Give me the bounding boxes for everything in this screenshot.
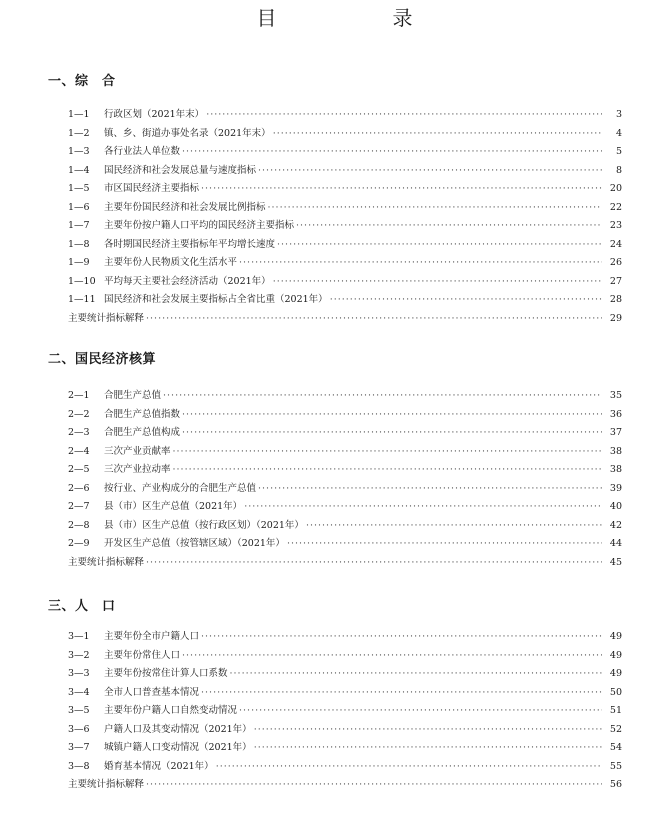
toc-entry[interactable]	[68, 463, 622, 477]
entry-number: 2—5	[68, 464, 90, 475]
dot-leader	[173, 445, 602, 459]
entry-number: 1—6	[68, 201, 90, 213]
dot-leader	[146, 778, 602, 792]
dot-leader	[268, 201, 602, 215]
entry-title: 三次产业拉动率	[104, 464, 171, 475]
dot-leader	[273, 127, 602, 141]
entry-number: 2—1	[68, 390, 90, 401]
entry-number: 3—3	[68, 668, 90, 679]
entry-title: 主要年份人民物质文化生活水平	[104, 257, 238, 268]
entry-number: 1—3	[68, 146, 90, 157]
entry-page-number: 55	[609, 760, 622, 772]
toc-entry[interactable]	[68, 275, 622, 289]
toc-entry[interactable]	[68, 127, 622, 141]
entry-number: 2—9	[68, 538, 90, 549]
entry-page-number: 38	[609, 464, 622, 475]
entry-title: 主要年份户籍人口自然变动情况	[104, 705, 238, 716]
dot-leader	[146, 312, 602, 326]
toc-entry[interactable]	[68, 293, 622, 307]
entry-number: 2—7	[68, 501, 90, 512]
entry-number: 1—2	[68, 127, 90, 139]
entry-page-number: 22	[609, 201, 622, 213]
dot-leader	[254, 741, 602, 755]
entry-title: 户籍人口及其变动情况（2021年）	[104, 723, 252, 735]
entry-number: 3—7	[68, 742, 90, 753]
entry-title: 各行业法人单位数	[104, 146, 181, 157]
dot-leader	[182, 649, 602, 663]
entry-page-number: 56	[609, 779, 622, 790]
toc-entry[interactable]	[68, 667, 622, 681]
toc-entry[interactable]	[68, 256, 622, 270]
entry-page-number: 28	[609, 294, 622, 305]
dot-leader	[163, 389, 602, 403]
entry-number: 3—2	[68, 649, 90, 661]
entry-page-number: 20	[609, 183, 622, 194]
entry-page-number: 3	[615, 109, 622, 120]
dot-leader	[254, 723, 602, 737]
entry-page-number: 29	[609, 312, 622, 324]
entry-title: 主要统计指标解释	[68, 779, 145, 790]
entry-number: 3—6	[68, 723, 90, 735]
entry-title: 县（市）区生产总值（按行政区划）（2021年）	[104, 519, 304, 531]
toc-entry[interactable]	[68, 482, 622, 496]
toc-entry[interactable]	[68, 219, 622, 233]
dot-leader	[258, 482, 602, 496]
entry-page-number: 26	[609, 257, 622, 268]
toc-entry[interactable]	[68, 723, 622, 737]
toc-entry[interactable]	[68, 182, 622, 196]
entry-title: 镇、乡、街道办事处名录（2021年末）	[104, 127, 271, 139]
toc-entry[interactable]	[68, 649, 622, 663]
dot-leader	[258, 164, 602, 178]
toc-entry[interactable]	[68, 201, 622, 215]
entry-page-number: 39	[609, 482, 622, 494]
dot-leader	[330, 293, 602, 307]
entry-title: 合肥生产总值	[104, 390, 162, 401]
dot-leader	[173, 463, 602, 477]
entry-title: 按行业、产业构成分的合肥生产总值	[104, 482, 257, 494]
dot-leader	[273, 275, 602, 289]
entry-page-number: 51	[609, 705, 622, 716]
entry-title: 县（市）区生产总值（2021年）	[104, 501, 243, 512]
entry-number: 1—10	[68, 275, 96, 287]
dot-leader	[146, 556, 602, 570]
entry-page-number: 35	[609, 390, 622, 401]
entry-title: 各时期国民经济主要指标年平均增长速度	[104, 238, 276, 250]
entry-title: 主要统计指标解释	[68, 556, 145, 568]
toc-entry[interactable]	[68, 238, 622, 252]
entry-number: 1—4	[68, 164, 90, 176]
entry-title: 婚育基本情况（2021年）	[104, 760, 214, 772]
entry-title: 合肥生产总值指数	[104, 408, 181, 420]
entry-page-number: 49	[609, 649, 622, 661]
entry-page-number: 8	[615, 164, 622, 176]
dot-leader	[244, 500, 602, 514]
dot-leader	[206, 108, 602, 122]
entry-number: 3—8	[68, 760, 90, 772]
toc-entry[interactable]	[68, 760, 622, 774]
entry-number: 3—1	[68, 631, 90, 642]
toc-entry[interactable]	[68, 145, 622, 159]
toc-entry[interactable]	[68, 741, 622, 755]
dot-leader	[201, 630, 602, 644]
entry-page-number: 37	[609, 427, 622, 438]
entry-number: 1—11	[68, 294, 96, 305]
dot-leader	[277, 238, 602, 252]
entry-page-number: 44	[609, 538, 622, 549]
dot-leader	[182, 426, 602, 440]
dot-leader	[239, 256, 602, 270]
entry-page-number: 54	[609, 742, 622, 753]
entry-page-number: 36	[609, 408, 622, 420]
entry-page-number: 5	[615, 146, 622, 157]
toc-entry[interactable]	[68, 556, 622, 570]
section-heading: 一、综 合	[48, 74, 116, 89]
entry-page-number: 23	[609, 220, 622, 231]
entry-page-number: 52	[609, 723, 622, 735]
entry-number: 1—5	[68, 183, 90, 194]
entry-title: 主要统计指标解释	[68, 312, 145, 324]
dot-leader	[182, 145, 602, 159]
toc-entry[interactable]	[68, 312, 622, 326]
dot-leader	[306, 519, 602, 533]
entry-title: 主要年份国民经济和社会发展比例指标	[104, 201, 266, 213]
entry-number: 1—9	[68, 257, 90, 268]
entry-title: 三次产业贡献率	[104, 445, 171, 457]
entry-title: 平均每天主要社会经济活动（2021年）	[104, 275, 271, 287]
entry-title: 行政区划（2021年末）	[104, 109, 205, 120]
entry-title: 国民经济和社会发展总量与速度指标	[104, 164, 257, 176]
entry-page-number: 38	[609, 445, 622, 457]
entry-number: 2—4	[68, 445, 90, 457]
dot-leader	[182, 408, 602, 422]
entry-number: 2—3	[68, 427, 90, 438]
entry-page-number: 42	[609, 519, 622, 531]
entry-page-number: 49	[609, 631, 622, 642]
entry-title: 主要年份按常住计算人口系数	[104, 668, 228, 679]
section-heading: 三、人 口	[48, 599, 116, 614]
entry-title: 全市人口普查基本情况	[104, 686, 200, 698]
toc-entry[interactable]	[68, 164, 622, 178]
entry-number: 1—1	[68, 109, 90, 120]
entry-title: 合肥生产总值构成	[104, 427, 181, 438]
entry-page-number: 45	[609, 556, 622, 568]
toc-entry[interactable]	[68, 445, 622, 459]
entry-number: 2—8	[68, 519, 90, 531]
toc-entry[interactable]	[68, 630, 622, 644]
entry-number: 2—2	[68, 408, 90, 420]
toc-entry[interactable]	[68, 519, 622, 533]
toc-entry[interactable]	[68, 108, 622, 122]
page-title: 目 录	[256, 6, 461, 30]
toc-entry[interactable]	[68, 537, 622, 551]
toc-entry[interactable]	[68, 408, 622, 422]
entry-title: 主要年份按户籍人口平均的国民经济主要指标	[104, 220, 295, 231]
dot-leader	[287, 537, 602, 551]
toc-entry[interactable]	[68, 686, 622, 700]
dot-leader	[201, 182, 602, 196]
entry-number: 3—5	[68, 705, 90, 716]
toc-entry[interactable]	[68, 704, 622, 718]
toc-entry[interactable]	[68, 778, 622, 792]
entry-page-number: 4	[615, 127, 622, 139]
dot-leader	[230, 667, 602, 681]
entry-number: 1—8	[68, 238, 90, 250]
entry-page-number: 24	[609, 238, 622, 250]
entry-title: 开发区生产总值（按管辖区域）（2021年）	[104, 538, 285, 549]
entry-title: 主要年份常住人口	[104, 649, 181, 661]
entry-title: 市区国民经济主要指标	[104, 183, 200, 194]
dot-leader	[201, 686, 602, 700]
entry-page-number: 40	[609, 501, 622, 512]
entry-title: 主要年份全市户籍人口	[104, 631, 200, 642]
entry-title: 城镇户籍人口变动情况（2021年）	[104, 742, 252, 753]
entry-page-number: 50	[609, 686, 622, 698]
dot-leader	[216, 760, 602, 774]
entry-title: 国民经济和社会发展主要指标占全省比重（2021年）	[104, 294, 328, 305]
entry-page-number: 27	[609, 275, 622, 287]
dot-leader	[239, 704, 602, 718]
toc-entry[interactable]	[68, 389, 622, 403]
toc-entry[interactable]	[68, 426, 622, 440]
entry-number: 1—7	[68, 220, 90, 231]
entry-page-number: 49	[609, 668, 622, 679]
toc-entry[interactable]	[68, 500, 622, 514]
entry-number: 2—6	[68, 482, 90, 494]
section-heading: 二、国民经济核算	[48, 352, 157, 367]
entry-number: 3—4	[68, 686, 90, 698]
dot-leader	[296, 219, 602, 233]
